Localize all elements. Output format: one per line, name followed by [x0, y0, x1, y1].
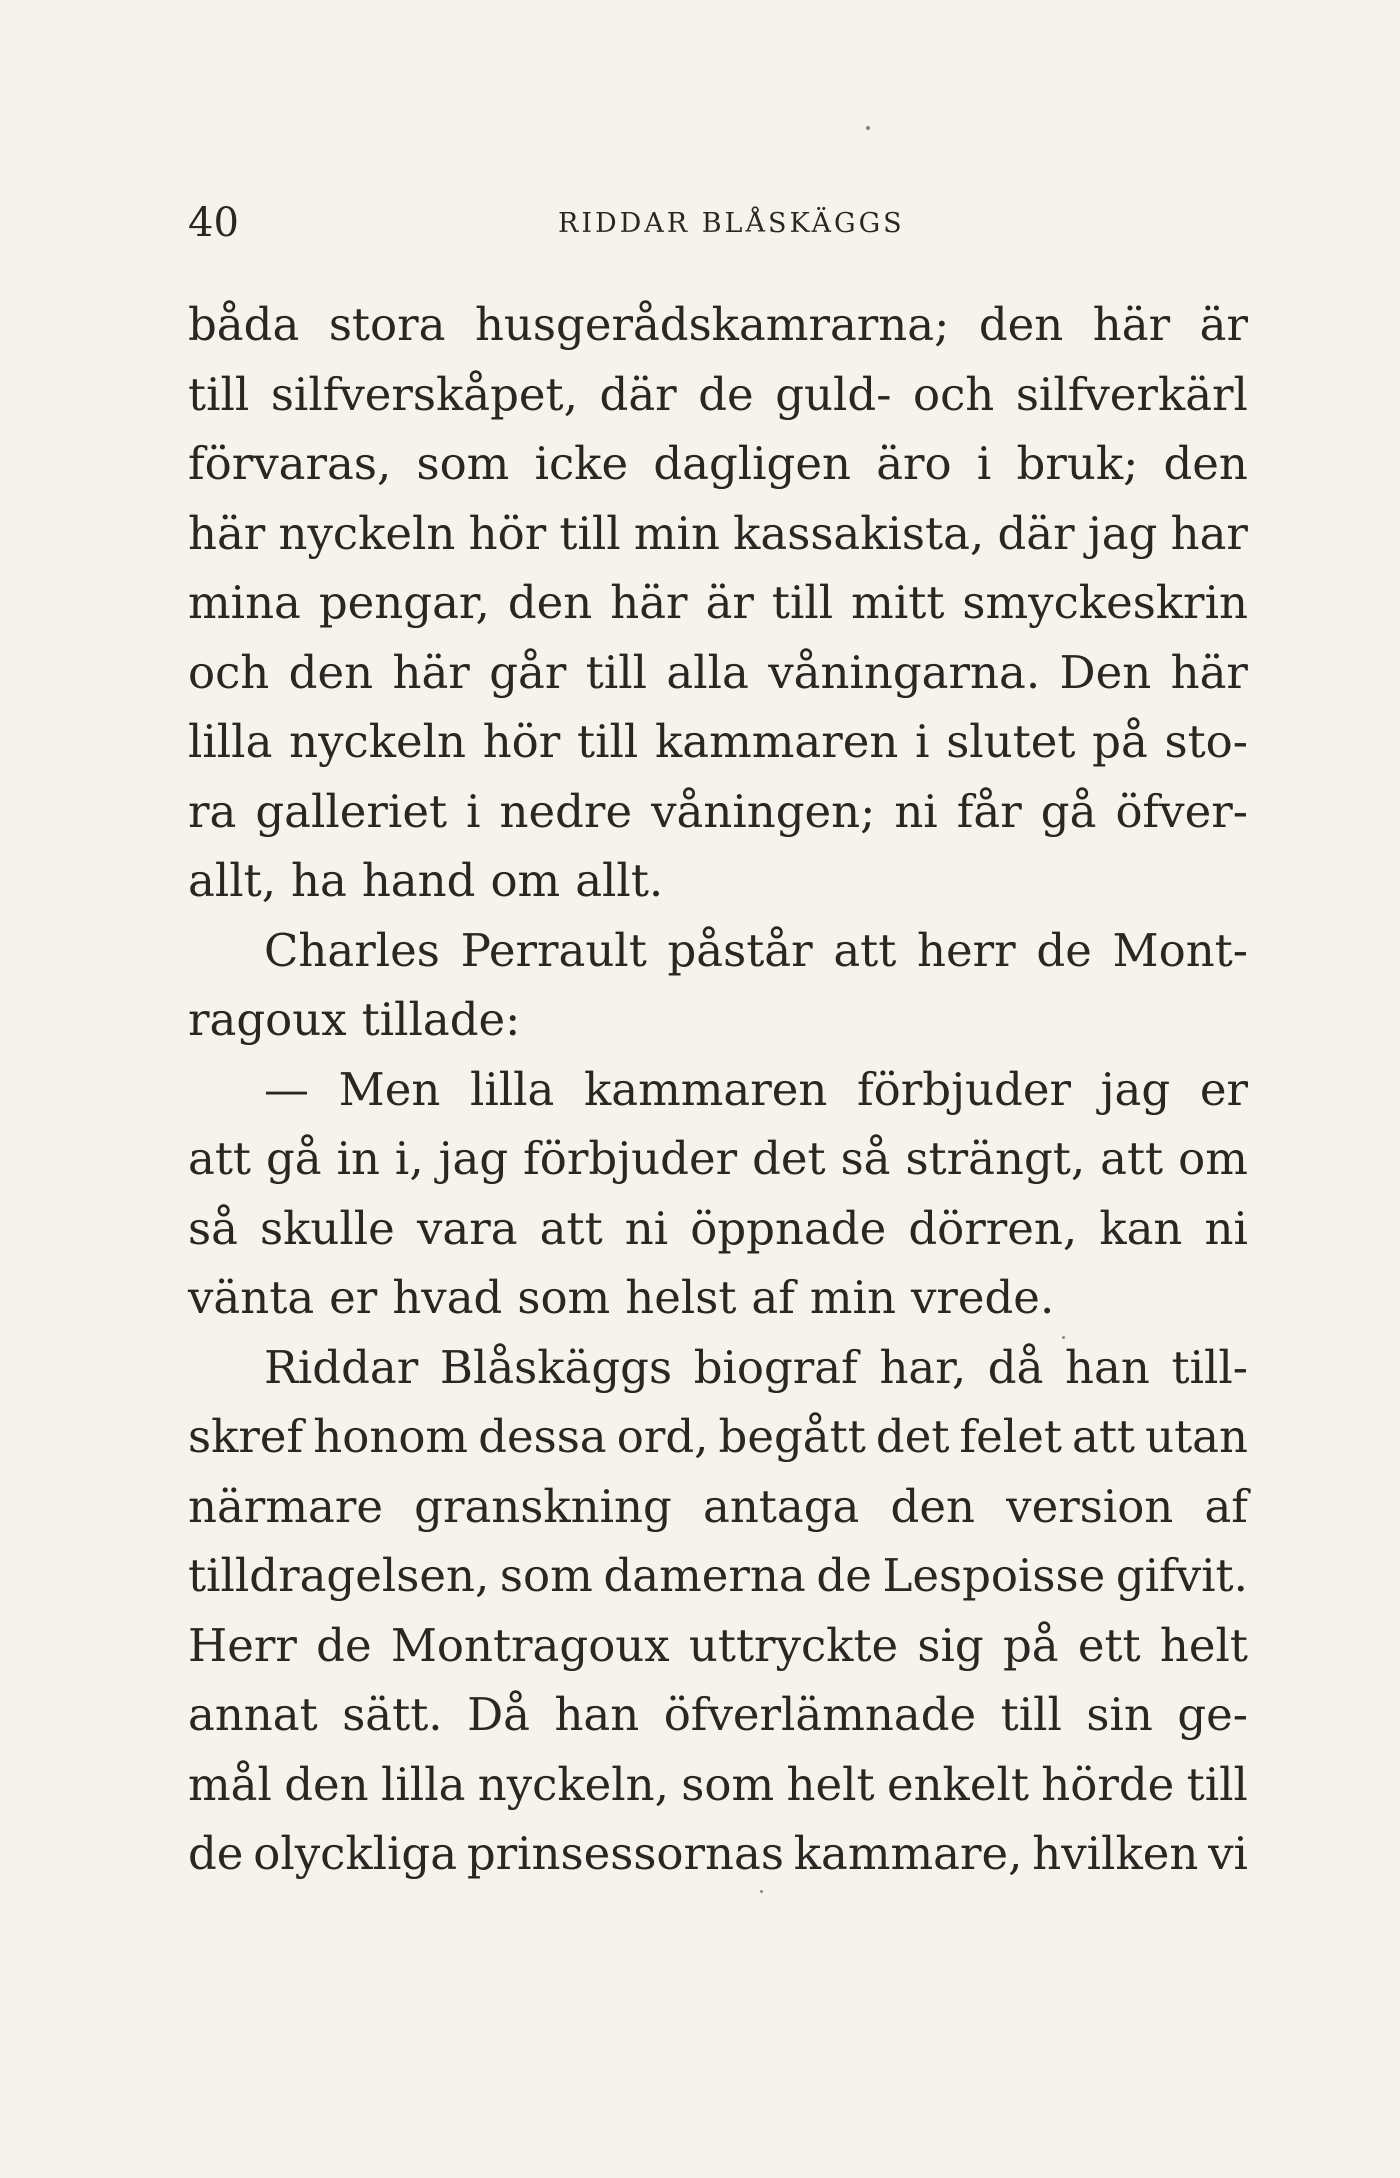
word: kan: [1099, 1201, 1183, 1255]
word: jag: [1087, 506, 1158, 560]
body-text: [188, 290, 1248, 1889]
word: Den: [1059, 645, 1152, 699]
text-line: [188, 638, 1248, 708]
word: uttryckte: [688, 1618, 899, 1672]
word: lilla: [188, 715, 273, 768]
word: mina: [188, 576, 301, 629]
word: olyckliga: [253, 1827, 458, 1880]
word: sto-: [1164, 715, 1248, 768]
word: att: [833, 923, 897, 977]
word: galleriet: [255, 784, 448, 838]
word: version: [1006, 1479, 1174, 1533]
word: kammaren: [583, 1062, 828, 1116]
word: helst: [625, 1271, 737, 1324]
word: —: [264, 1062, 309, 1116]
word: vrede.: [910, 1271, 1055, 1324]
word: de: [1036, 923, 1092, 977]
word: kammaren: [654, 715, 899, 768]
word: pengar,: [318, 576, 490, 629]
word: ni: [624, 1201, 669, 1255]
word: här: [1170, 645, 1248, 699]
word: Riddar: [264, 1340, 419, 1394]
word: de: [188, 1827, 244, 1880]
word: Men: [338, 1062, 441, 1116]
text-line: [188, 1819, 1248, 1889]
word: mål: [188, 1757, 272, 1811]
word: att: [539, 1201, 603, 1255]
word: om: [1178, 1132, 1248, 1185]
word: felet: [959, 1410, 1062, 1463]
word: allt,: [188, 854, 277, 907]
word: ra: [188, 784, 237, 838]
word: Montragoux: [390, 1618, 670, 1672]
word: guld-: [775, 367, 892, 421]
text-line: [188, 846, 1248, 916]
word: de: [316, 1618, 372, 1672]
word: sätt.: [342, 1688, 443, 1741]
word: nyckeln: [278, 506, 456, 560]
word: allt.: [575, 854, 664, 907]
word: antaga: [703, 1479, 860, 1533]
text-line: [188, 985, 1248, 1055]
text-line: [188, 1194, 1248, 1264]
word: damerna: [603, 1549, 806, 1602]
word: här: [1092, 298, 1171, 351]
text-line: [188, 1055, 1248, 1125]
text-line: [188, 1680, 1248, 1750]
word: som: [517, 1271, 611, 1324]
word: nyckeln,: [477, 1757, 669, 1811]
word: förvaras,: [188, 437, 392, 490]
text-line: [188, 707, 1248, 777]
word: slutet: [946, 715, 1076, 768]
word: där: [997, 506, 1075, 560]
word: ett: [1077, 1618, 1141, 1672]
word: här: [188, 506, 266, 560]
print-speck: [760, 1890, 763, 1893]
word: här: [392, 645, 470, 699]
word: förbjuder: [523, 1132, 738, 1185]
word: att: [1100, 1132, 1164, 1185]
word: i,: [394, 1132, 424, 1185]
word: honom: [313, 1410, 469, 1463]
word: om: [490, 854, 561, 907]
text-line: [188, 916, 1248, 986]
word: närmare: [188, 1479, 383, 1533]
word: utan: [1145, 1410, 1248, 1463]
text-line: [188, 429, 1248, 499]
word: och: [913, 367, 995, 421]
word: hör: [468, 506, 547, 560]
word: min: [809, 1271, 896, 1324]
word: till: [559, 506, 621, 560]
word: herr: [917, 923, 1016, 977]
word: på: [1002, 1618, 1059, 1672]
word: husgerådskamrarna;: [474, 298, 950, 351]
word: dörren,: [908, 1201, 1078, 1255]
word: nedre: [499, 784, 633, 838]
word: som: [499, 1549, 593, 1602]
word: den: [507, 576, 593, 629]
word: helt: [1159, 1618, 1248, 1672]
word: Lespoisse: [882, 1549, 1106, 1602]
word: alla: [666, 645, 749, 699]
word: är: [705, 576, 754, 629]
text-line: [188, 1611, 1248, 1681]
word: det: [875, 1410, 950, 1463]
word: så: [188, 1201, 238, 1255]
word: går: [489, 645, 567, 699]
word: gå: [265, 1132, 322, 1185]
print-speck: [1062, 1336, 1065, 1339]
word: till: [188, 367, 250, 421]
word: som: [681, 1757, 775, 1811]
word: ni: [894, 784, 938, 838]
text-line: [188, 1750, 1248, 1820]
word: öfver-: [1115, 784, 1248, 838]
text-line: [188, 1402, 1248, 1472]
word: den: [288, 645, 374, 699]
word: Då: [467, 1688, 530, 1741]
word: skref: [188, 1410, 304, 1463]
word: begått: [718, 1410, 866, 1463]
word: lilla: [381, 1757, 466, 1811]
word: öfverlämnade: [663, 1688, 977, 1741]
word: af: [1204, 1479, 1248, 1533]
text-line: [188, 360, 1248, 430]
word: till: [1186, 1757, 1248, 1811]
word: silfverkärl: [1015, 367, 1248, 421]
word: påstår: [667, 923, 813, 977]
word: det: [752, 1132, 826, 1185]
word: lilla: [469, 1062, 555, 1116]
word: ha: [291, 854, 347, 907]
word: vi: [1208, 1827, 1248, 1880]
running-head: RIDDAR BLÅSKÄGGS: [558, 208, 905, 239]
word: helt: [786, 1757, 875, 1811]
word: att: [188, 1132, 251, 1185]
word: Blåskäggs: [439, 1340, 673, 1394]
word: ord,: [616, 1410, 709, 1463]
word: hvad: [392, 1271, 503, 1324]
word: vänta: [188, 1271, 315, 1324]
word: annat: [188, 1688, 318, 1741]
text-line: [188, 1124, 1248, 1194]
word: båda: [188, 298, 300, 351]
word: Charles: [264, 923, 440, 977]
word: er: [1199, 1062, 1248, 1116]
word: stora: [328, 298, 446, 351]
word: ge-: [1177, 1688, 1248, 1741]
word: att: [1072, 1410, 1136, 1463]
word: enkelt: [886, 1757, 1029, 1811]
word: har,: [879, 1340, 967, 1394]
word: ragoux: [188, 993, 347, 1046]
word: sig: [917, 1618, 984, 1672]
word: då: [987, 1340, 1044, 1394]
word: den: [890, 1479, 975, 1533]
word: mitt: [851, 576, 945, 629]
word: så: [840, 1132, 891, 1185]
word: icke: [534, 437, 629, 490]
word: han: [1065, 1340, 1150, 1394]
text-line: [188, 1333, 1248, 1403]
word: till-: [1171, 1340, 1248, 1394]
text-line: [188, 1263, 1248, 1333]
word: hvilken: [1032, 1827, 1199, 1880]
word: af: [751, 1271, 795, 1324]
word: och: [188, 645, 270, 699]
word: sin: [1086, 1688, 1153, 1741]
word: i: [976, 437, 992, 490]
word: vara: [416, 1201, 518, 1255]
word: förbjuder: [857, 1062, 1071, 1116]
word: jag: [1100, 1062, 1171, 1116]
word: den: [1163, 437, 1248, 490]
word: till: [585, 645, 648, 699]
word: äro: [876, 437, 952, 490]
word: ni: [1204, 1201, 1248, 1255]
word: strängt,: [905, 1132, 1086, 1185]
word: till: [1000, 1688, 1062, 1741]
page-number: 40: [188, 200, 239, 246]
word: de: [816, 1549, 872, 1602]
word: Herr: [188, 1618, 297, 1672]
word: som: [416, 437, 510, 490]
text-line: [188, 1541, 1248, 1611]
word: prinsessornas: [466, 1827, 784, 1880]
word: våningarna.: [768, 645, 1041, 699]
word: i: [915, 715, 930, 768]
word: biograf: [693, 1340, 858, 1394]
word: bruk;: [1016, 437, 1139, 490]
word: är: [1199, 298, 1248, 351]
word: smyckeskrin: [962, 576, 1248, 629]
word: dagligen: [653, 437, 851, 490]
word: har: [1170, 506, 1248, 560]
word: tillade:: [361, 993, 521, 1046]
word: de: [698, 367, 754, 421]
print-speck: [866, 126, 870, 130]
word: han: [554, 1688, 640, 1741]
word: kammare,: [793, 1827, 1023, 1880]
word: jag: [438, 1132, 509, 1185]
word: våningen;: [651, 784, 876, 838]
word: den: [284, 1757, 369, 1811]
word: till: [577, 715, 639, 768]
word: på: [1092, 715, 1148, 768]
word: hand: [361, 854, 476, 907]
text-line: [188, 568, 1248, 638]
page-header: [188, 198, 1228, 248]
word: öppnade: [690, 1201, 887, 1255]
text-line: [188, 290, 1248, 360]
word: där: [599, 367, 677, 421]
word: hörde: [1041, 1757, 1175, 1811]
word: er: [329, 1271, 378, 1324]
text-line: [188, 777, 1248, 847]
word: kassakista,: [733, 506, 985, 560]
word: gå: [1040, 784, 1097, 838]
word: tilldragelsen,: [188, 1549, 490, 1602]
word: i: [466, 784, 481, 838]
word: hör: [482, 715, 561, 768]
word: den: [978, 298, 1064, 351]
word: får: [956, 784, 1022, 838]
word: Perrault: [460, 923, 647, 977]
word: skulle: [260, 1201, 395, 1255]
word: här: [610, 576, 688, 629]
word: min: [633, 506, 720, 560]
word: silfverskåpet,: [270, 367, 578, 421]
word: till: [771, 576, 834, 629]
word: granskning: [414, 1479, 672, 1533]
word: nyckeln: [289, 715, 466, 768]
word: in: [336, 1132, 380, 1185]
word: dessa: [478, 1410, 607, 1463]
word: Mont-: [1112, 923, 1248, 977]
text-line: [188, 499, 1248, 569]
word: gifvit.: [1115, 1549, 1248, 1602]
text-line: [188, 1472, 1248, 1542]
